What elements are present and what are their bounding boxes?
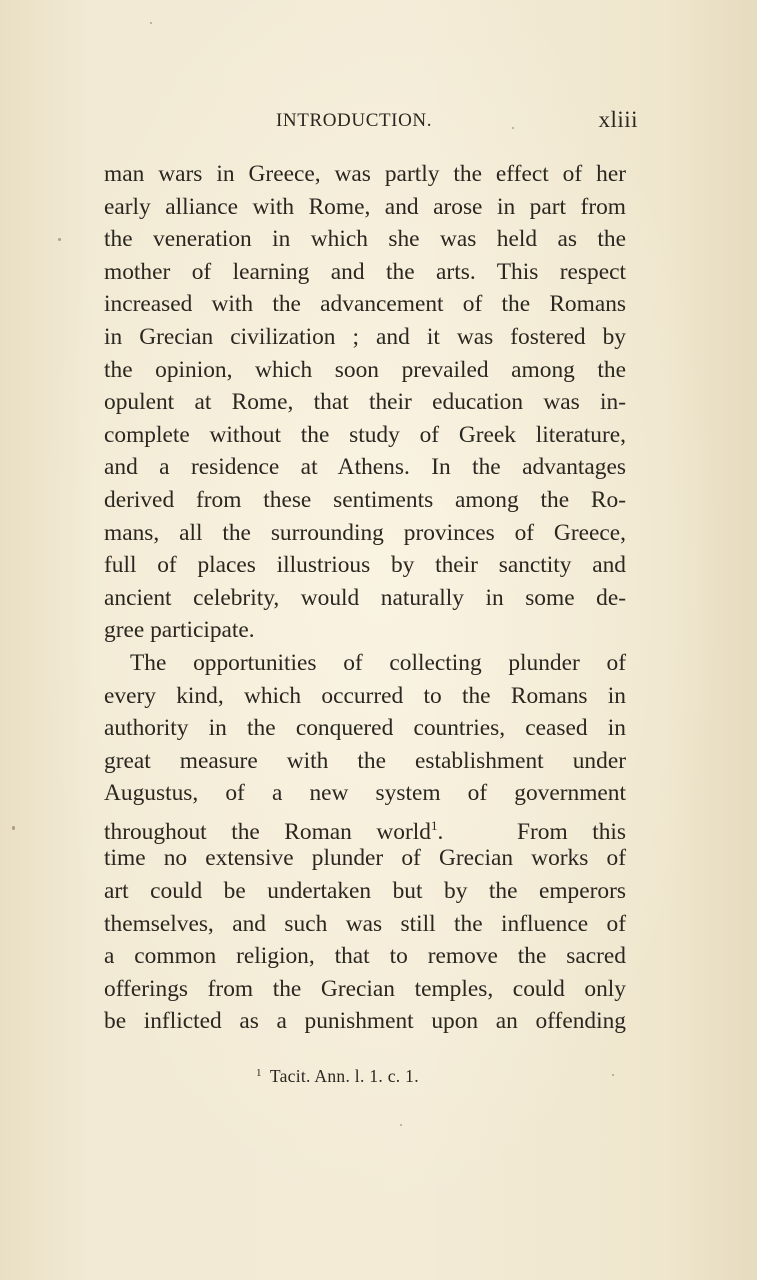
text-line: offerings from the Grecian temples, could only [104,975,626,1002]
paper-speck [12,826,15,830]
text-line: great measure with the establishment under [104,747,626,774]
footnote [256,1066,419,1087]
running-title: INTRODUCTION. [276,110,433,131]
text-line: the opinion, which soon prevailed among the [104,356,626,383]
text-line: complete without the study of Greek literature, [104,421,626,448]
paper-speck [58,238,61,241]
text-line: mother of learning and the arts. This respect [104,258,626,285]
text-line: art could be undertaken but by the emperors [104,878,626,905]
text-line: ancient celebrity, would naturally in some de- [104,584,626,611]
text-line: man wars in Greece, was partly the effect of her [104,161,626,187]
text-line: themselves, and such was still the influence of [104,910,626,937]
text-line: opulent at Rome, that their education was in- [104,389,626,416]
text-line: derived from these sentiments among the Ro- [104,486,626,513]
text-line-paragraph-end: gree participate. [104,617,255,644]
footnote-reference[interactable]: 1 [431,817,438,833]
text-line: time no extensive plunder of Grecian works of [104,845,626,872]
text-line: a common religion, that to remove the sacred [104,943,626,970]
text-line: full of places illustrious by their sanctity and [104,552,626,579]
text-line: Augustus, of a new system of government [104,780,626,807]
text-line-tail: . From this [437,818,626,845]
paper-speck [400,1124,402,1126]
text-line-head: throughout the Roman world [104,818,431,845]
footnote-text: Tacit. Ann. l. 1. c. 1. [269,1066,419,1086]
text-line: every kind, which occurred to the Romans in [104,682,626,709]
text-line-with-footnote-ref [104,810,626,843]
page-number: xliii [598,107,638,132]
text-line-paragraph-start: The opportunities of collecting plunder of [130,649,626,676]
text-line: authority in the conquered countries, ceased in [104,715,626,742]
text-line: and a residence at Athens. In the advantages [104,454,626,481]
text-line: increased with the advancement of the Romans [104,291,626,318]
footnote-marker: 1 [256,1067,262,1079]
paper-speck [612,1074,614,1076]
text-line: mans, all the surrounding provinces of Greece, [104,519,626,546]
text-line: be inflicted as a punishment upon an offending [104,1008,626,1035]
paper-speck [512,127,514,129]
text-line: the veneration in which she was held as the [104,226,626,253]
text-line: early alliance with Rome, and arose in part from [104,193,626,220]
paper-speck [150,22,152,24]
body-text [104,158,626,1038]
text-line: in Grecian civilization ; and it was fostered by [104,323,626,350]
running-head [104,107,638,138]
